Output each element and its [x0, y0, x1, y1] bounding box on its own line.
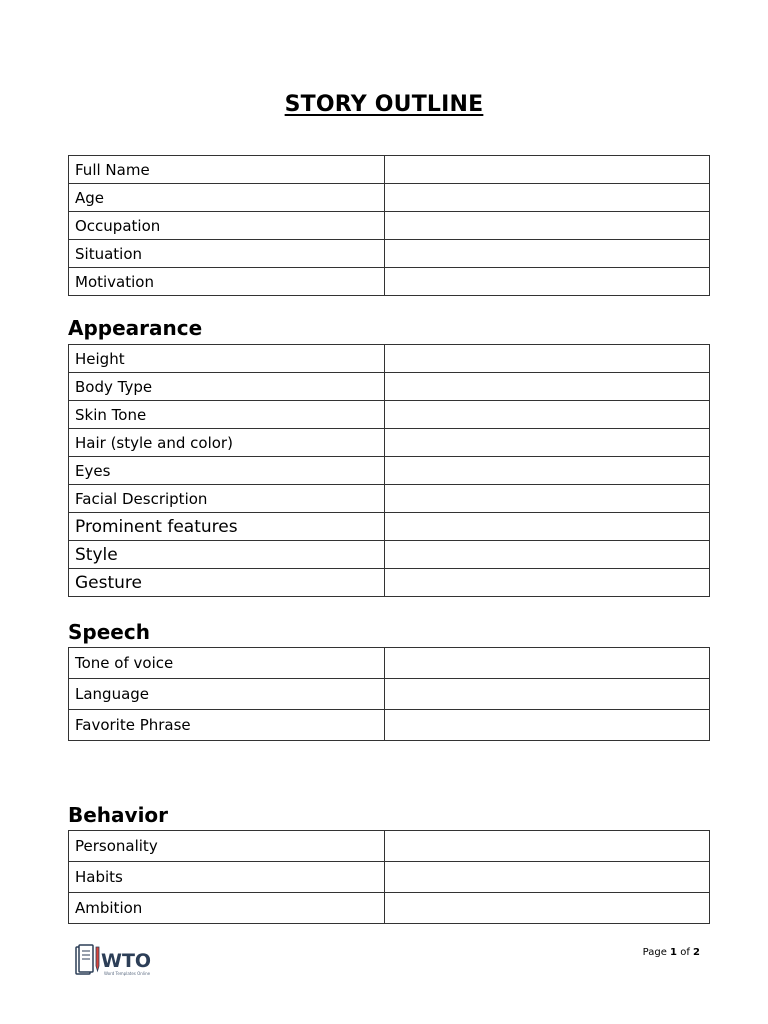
appearance-table — [68, 344, 710, 597]
field-label: Occupation — [69, 212, 385, 240]
table-row — [69, 268, 710, 296]
page-prefix: Page — [642, 947, 667, 958]
field-label: Full Name — [69, 156, 385, 184]
logo-text: WTO — [101, 950, 152, 972]
table-row — [69, 862, 710, 893]
field-value[interactable] — [385, 485, 710, 513]
field-value[interactable] — [385, 429, 710, 457]
field-value[interactable] — [385, 373, 710, 401]
page-of: of — [680, 947, 690, 958]
field-label: Situation — [69, 240, 385, 268]
field-value[interactable] — [385, 513, 710, 541]
field-value[interactable] — [385, 184, 710, 212]
field-value[interactable] — [385, 212, 710, 240]
section-heading-behavior: Behavior — [68, 803, 169, 827]
table-row — [69, 569, 710, 597]
field-label: Skin Tone — [69, 401, 385, 429]
field-value[interactable] — [385, 268, 710, 296]
wto-logo — [74, 944, 164, 978]
field-value[interactable] — [385, 893, 710, 924]
table-row — [69, 457, 710, 485]
field-label: Hair (style and color) — [69, 429, 385, 457]
field-value[interactable] — [385, 457, 710, 485]
logo-subtext: Word Templates Online — [104, 971, 151, 976]
table-row — [69, 240, 710, 268]
table-row — [69, 156, 710, 184]
table-row — [69, 429, 710, 457]
page-number — [643, 947, 700, 958]
page-current: 1 — [670, 947, 678, 958]
field-label: Motivation — [69, 268, 385, 296]
table-row — [69, 212, 710, 240]
table-row — [69, 679, 710, 710]
field-value[interactable] — [385, 401, 710, 429]
field-value[interactable] — [385, 679, 710, 710]
table-row — [69, 513, 710, 541]
field-label: Personality — [69, 831, 385, 862]
field-label: Eyes — [69, 457, 385, 485]
page-total: 2 — [693, 947, 700, 958]
table-row — [69, 831, 710, 862]
table-row — [69, 485, 710, 513]
field-value[interactable] — [385, 862, 710, 893]
table-row — [69, 184, 710, 212]
field-label: Body Type — [69, 373, 385, 401]
document-title: STORY OUTLINE — [284, 92, 484, 117]
field-label: Gesture — [69, 569, 385, 597]
section-heading-appearance: Appearance — [68, 316, 203, 340]
field-label: Ambition — [69, 893, 385, 924]
field-value[interactable] — [385, 156, 710, 184]
basic-info-table — [68, 155, 710, 296]
field-label: Height — [69, 345, 385, 373]
field-value[interactable] — [385, 569, 710, 597]
field-label: Style — [69, 541, 385, 569]
field-label: Habits — [69, 862, 385, 893]
field-label: Facial Description — [69, 485, 385, 513]
table-row — [69, 893, 710, 924]
field-value[interactable] — [385, 541, 710, 569]
table-row — [69, 541, 710, 569]
field-label: Language — [69, 679, 385, 710]
field-value[interactable] — [385, 648, 710, 679]
field-label: Favorite Phrase — [69, 710, 385, 741]
section-heading-speech: Speech — [68, 620, 150, 644]
field-value[interactable] — [385, 240, 710, 268]
field-label: Age — [69, 184, 385, 212]
field-label: Prominent features — [69, 513, 385, 541]
table-row — [69, 401, 710, 429]
field-label: Tone of voice — [69, 648, 385, 679]
field-value[interactable] — [385, 345, 710, 373]
field-value[interactable] — [385, 831, 710, 862]
field-value[interactable] — [385, 710, 710, 741]
table-row — [69, 345, 710, 373]
behavior-table — [68, 830, 710, 924]
table-row — [69, 373, 710, 401]
table-row — [69, 648, 710, 679]
table-row — [69, 710, 710, 741]
document-pen-icon — [74, 944, 164, 978]
speech-table — [68, 647, 710, 741]
